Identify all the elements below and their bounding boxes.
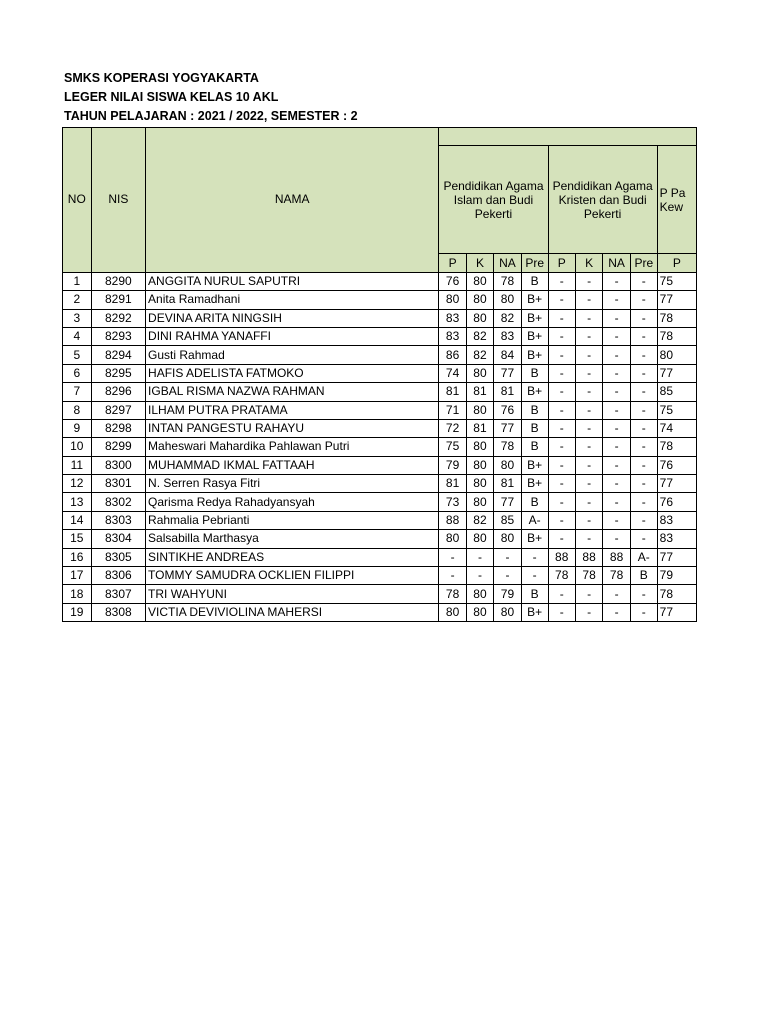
cell-grade: -	[575, 383, 602, 401]
cell-grade: -	[466, 548, 493, 566]
cell-grade: B+	[521, 383, 548, 401]
cell-grade: -	[630, 309, 657, 327]
table-row	[63, 548, 697, 566]
cell-grade: -	[494, 567, 522, 585]
cell-grade: 77	[494, 493, 522, 511]
cell-grade: 80	[439, 603, 466, 621]
cell-nis: 8300	[91, 456, 145, 474]
table-row	[63, 530, 697, 548]
cell-grade: B	[521, 364, 548, 382]
cell-grade: -	[521, 567, 548, 585]
cell-grade: -	[548, 419, 575, 437]
cell-no: 16	[63, 548, 92, 566]
table-row	[63, 603, 697, 621]
cell-grade: -	[630, 364, 657, 382]
cell-nama: SINTIKHE ANDREAS	[146, 548, 439, 566]
cell-grade: 80	[494, 456, 522, 474]
col-no: NO	[63, 128, 92, 273]
cell-nis: 8299	[91, 438, 145, 456]
cell-grade: -	[575, 364, 602, 382]
table-row	[63, 364, 697, 382]
sub-col-6: NA	[603, 254, 631, 272]
cell-grade: -	[630, 585, 657, 603]
cell-grade: 80	[494, 291, 522, 309]
cell-nama: Gusti Rahmad	[146, 346, 439, 364]
cell-grade: A-	[521, 511, 548, 529]
cell-grade: -	[575, 475, 602, 493]
cell-grade: 78	[439, 585, 466, 603]
table-row	[63, 327, 697, 345]
cell-nama: DINI RAHMA YANAFFI	[146, 327, 439, 345]
cell-grade: 80	[466, 272, 493, 290]
cell-grade: 88	[603, 548, 631, 566]
grade-table	[62, 127, 697, 622]
cell-nama: DEVINA ARITA NINGSIH	[146, 309, 439, 327]
cell-grade: 80	[466, 493, 493, 511]
cell-grade: -	[603, 272, 631, 290]
cell-grade: 84	[494, 346, 522, 364]
school-name: SMKS KOPERASI YOGYAKARTA	[64, 71, 259, 85]
col-nis: NIS	[91, 128, 145, 273]
sub-col-7: Pre	[630, 254, 657, 272]
cell-grade: -	[548, 401, 575, 419]
cell-grade: B	[521, 401, 548, 419]
cell-nama: Rahmalia Pebrianti	[146, 511, 439, 529]
cell-grade: -	[630, 419, 657, 437]
cell-grade: 77	[657, 603, 696, 621]
cell-nis: 8304	[91, 530, 145, 548]
cell-nama: TOMMY SAMUDRA OCKLIEN FILIPPI	[146, 567, 439, 585]
table-row	[63, 567, 697, 585]
cell-grade: -	[575, 309, 602, 327]
cell-grade: -	[603, 530, 631, 548]
cell-grade: B+	[521, 530, 548, 548]
cell-no: 19	[63, 603, 92, 621]
col-subject-partial: P Pa Kew	[657, 146, 696, 254]
cell-grade: -	[630, 383, 657, 401]
cell-no: 7	[63, 383, 92, 401]
cell-grade: 76	[494, 401, 522, 419]
cell-grade: 81	[439, 475, 466, 493]
cell-grade: -	[548, 291, 575, 309]
cell-grade: -	[603, 456, 631, 474]
cell-grade: 88	[548, 548, 575, 566]
cell-grade: 78	[603, 567, 631, 585]
cell-grade: 75	[657, 272, 696, 290]
cell-nama: TRI WAHYUNI	[146, 585, 439, 603]
cell-grade: B+	[521, 603, 548, 621]
table-row	[63, 456, 697, 474]
cell-grade: 82	[466, 511, 493, 529]
cell-grade: 81	[466, 383, 493, 401]
cell-grade: -	[630, 493, 657, 511]
cell-grade: -	[603, 511, 631, 529]
cell-no: 3	[63, 309, 92, 327]
cell-grade: 85	[657, 383, 696, 401]
cell-grade: 83	[657, 530, 696, 548]
cell-nis: 8290	[91, 272, 145, 290]
cell-grade: A-	[630, 548, 657, 566]
cell-grade: -	[548, 511, 575, 529]
cell-grade: 77	[494, 364, 522, 382]
cell-grade: 78	[657, 438, 696, 456]
cell-grade: 80	[466, 438, 493, 456]
cell-grade: -	[603, 585, 631, 603]
cell-grade: -	[439, 567, 466, 585]
cell-grade: -	[603, 309, 631, 327]
cell-no: 6	[63, 364, 92, 382]
cell-grade: -	[630, 401, 657, 419]
cell-grade: 81	[494, 383, 522, 401]
cell-grade: -	[603, 475, 631, 493]
cell-grade: -	[548, 327, 575, 345]
sub-col-8: P	[657, 254, 696, 272]
cell-grade: 80	[466, 364, 493, 382]
table-row	[63, 272, 697, 290]
cell-grade: -	[466, 567, 493, 585]
cell-grade: 80	[466, 291, 493, 309]
cell-grade: 80	[466, 603, 493, 621]
cell-nis: 8295	[91, 364, 145, 382]
cell-grade: -	[575, 585, 602, 603]
cell-grade: -	[521, 548, 548, 566]
cell-no: 17	[63, 567, 92, 585]
cell-grade: -	[548, 364, 575, 382]
cell-grade: 74	[439, 364, 466, 382]
cell-grade: 78	[494, 438, 522, 456]
cell-grade: -	[630, 272, 657, 290]
cell-grade: 80	[466, 401, 493, 419]
cell-nama: ILHAM PUTRA PRATAMA	[146, 401, 439, 419]
cell-grade: 88	[439, 511, 466, 529]
cell-nama: HAFIS ADELISTA FATMOKO	[146, 364, 439, 382]
cell-grade: -	[603, 401, 631, 419]
cell-grade: 83	[657, 511, 696, 529]
sub-col-4: P	[548, 254, 575, 272]
cell-grade: 72	[439, 419, 466, 437]
cell-grade: B+	[521, 327, 548, 345]
cell-grade: 80	[466, 309, 493, 327]
cell-grade: -	[548, 603, 575, 621]
cell-grade: -	[630, 346, 657, 364]
table-row	[63, 419, 697, 437]
cell-grade: B	[521, 585, 548, 603]
cell-grade: 85	[494, 511, 522, 529]
cell-grade: -	[603, 603, 631, 621]
cell-grade: -	[494, 548, 522, 566]
cell-grade: -	[439, 548, 466, 566]
cell-grade: 79	[657, 567, 696, 585]
cell-nama: Salsabilla Marthasya	[146, 530, 439, 548]
cell-no: 18	[63, 585, 92, 603]
table-row	[63, 291, 697, 309]
cell-nis: 8308	[91, 603, 145, 621]
cell-grade: 81	[439, 383, 466, 401]
cell-grade: 74	[657, 419, 696, 437]
cell-grade: 79	[494, 585, 522, 603]
cell-no: 12	[63, 475, 92, 493]
cell-nama: Anita Ramadhani	[146, 291, 439, 309]
cell-no: 8	[63, 401, 92, 419]
cell-grade: -	[548, 383, 575, 401]
cell-grade: 82	[466, 327, 493, 345]
cell-grade: -	[575, 603, 602, 621]
cell-grade: -	[603, 383, 631, 401]
cell-grade: -	[548, 585, 575, 603]
cell-grade: B	[521, 438, 548, 456]
document-title: LEGER NILAI SISWA KELAS 10 AKL	[64, 90, 279, 104]
cell-grade: 78	[575, 567, 602, 585]
cell-grade: -	[630, 291, 657, 309]
cell-grade: 83	[494, 327, 522, 345]
cell-grade: 82	[494, 309, 522, 327]
sub-col-5: K	[575, 254, 602, 272]
cell-nis: 8307	[91, 585, 145, 603]
table-row	[63, 309, 697, 327]
cell-grade: -	[548, 493, 575, 511]
cell-grade: -	[548, 309, 575, 327]
cell-nama: VICTIA DEVIVIOLINA MAHERSI	[146, 603, 439, 621]
cell-grade: 83	[439, 327, 466, 345]
cell-grade: -	[548, 530, 575, 548]
cell-nis: 8306	[91, 567, 145, 585]
cell-no: 13	[63, 493, 92, 511]
cell-grade: 80	[439, 291, 466, 309]
cell-grade: -	[548, 438, 575, 456]
cell-grade: -	[548, 346, 575, 364]
cell-nama: Maheswari Mahardika Pahlawan Putri	[146, 438, 439, 456]
cell-grade: -	[603, 438, 631, 456]
table-row	[63, 493, 697, 511]
cell-nama: N. Serren Rasya Fitri	[146, 475, 439, 493]
cell-no: 4	[63, 327, 92, 345]
cell-grade: -	[630, 511, 657, 529]
cell-nama: INTAN PANGESTU RAHAYU	[146, 419, 439, 437]
cell-nis: 8291	[91, 291, 145, 309]
cell-nis: 8292	[91, 309, 145, 327]
cell-grade: 76	[439, 272, 466, 290]
cell-nama: Qarisma Redya Rahadyansyah	[146, 493, 439, 511]
cell-nis: 8293	[91, 327, 145, 345]
col-subject-kristen: Pendidikan Agama Kristen dan Budi Pekerti	[548, 146, 657, 254]
table-row	[63, 401, 697, 419]
cell-grade: -	[603, 346, 631, 364]
cell-grade: -	[603, 419, 631, 437]
cell-grade: -	[603, 364, 631, 382]
cell-grade: 77	[494, 419, 522, 437]
cell-grade: -	[630, 530, 657, 548]
cell-grade: 80	[657, 346, 696, 364]
col-subject-islam: Pendidikan Agama Islam dan Budi Pekerti	[439, 146, 548, 254]
cell-grade: 81	[494, 475, 522, 493]
cell-grade: -	[630, 475, 657, 493]
cell-nama: IGBAL RISMA NAZWA RAHMAN	[146, 383, 439, 401]
cell-grade: -	[575, 291, 602, 309]
cell-nis: 8305	[91, 548, 145, 566]
cell-grade: 82	[466, 346, 493, 364]
cell-nis: 8298	[91, 419, 145, 437]
sub-col-3: Pre	[521, 254, 548, 272]
cell-grade: 78	[494, 272, 522, 290]
sub-col-0: P	[439, 254, 466, 272]
cell-grade: -	[575, 530, 602, 548]
cell-grade: -	[575, 511, 602, 529]
cell-no: 14	[63, 511, 92, 529]
cell-no: 1	[63, 272, 92, 290]
grade-ledger	[62, 127, 697, 627]
table-row	[63, 585, 697, 603]
cell-grade: 78	[657, 309, 696, 327]
cell-grade: -	[630, 327, 657, 345]
cell-grade: 76	[657, 456, 696, 474]
cell-grade: -	[575, 346, 602, 364]
cell-grade: -	[575, 272, 602, 290]
cell-grade: 88	[575, 548, 602, 566]
cell-grade: 80	[439, 530, 466, 548]
cell-no: 11	[63, 456, 92, 474]
cell-grade: -	[630, 456, 657, 474]
cell-grade: -	[603, 327, 631, 345]
cell-grade: 83	[439, 309, 466, 327]
cell-grade: 80	[494, 603, 522, 621]
cell-grade: 80	[466, 456, 493, 474]
cell-grade: B	[630, 567, 657, 585]
table-row	[63, 511, 697, 529]
sub-col-2: NA	[494, 254, 522, 272]
cell-grade: 73	[439, 493, 466, 511]
col-nama: NAMA	[146, 128, 439, 273]
cell-grade: 81	[466, 419, 493, 437]
cell-grade: 79	[439, 456, 466, 474]
cell-grade: B	[521, 272, 548, 290]
cell-grade: 80	[466, 530, 493, 548]
cell-grade: 78	[657, 327, 696, 345]
cell-grade: 77	[657, 291, 696, 309]
cell-grade: -	[630, 603, 657, 621]
cell-grade: B+	[521, 475, 548, 493]
cell-grade: 80	[494, 530, 522, 548]
cell-grade: 76	[657, 493, 696, 511]
cell-grade: 75	[439, 438, 466, 456]
cell-grade: 78	[657, 585, 696, 603]
cell-grade: B+	[521, 309, 548, 327]
cell-no: 10	[63, 438, 92, 456]
academic-year: TAHUN PELAJARAN : 2021 / 2022, SEMESTER : 2	[64, 109, 358, 123]
cell-grade: -	[548, 272, 575, 290]
cell-grade: B+	[521, 456, 548, 474]
sub-col-1: K	[466, 254, 493, 272]
cell-grade: -	[575, 327, 602, 345]
cell-grade: 80	[466, 585, 493, 603]
cell-nis: 8296	[91, 383, 145, 401]
cell-grade: 71	[439, 401, 466, 419]
cell-grade: -	[575, 493, 602, 511]
cell-grade: -	[603, 493, 631, 511]
cell-grade: 86	[439, 346, 466, 364]
cell-no: 2	[63, 291, 92, 309]
cell-no: 5	[63, 346, 92, 364]
cell-grade: -	[630, 438, 657, 456]
cell-grade: -	[603, 291, 631, 309]
cell-grade: -	[548, 456, 575, 474]
cell-no: 15	[63, 530, 92, 548]
cell-nis: 8297	[91, 401, 145, 419]
cell-grade: 77	[657, 548, 696, 566]
cell-grade: B	[521, 419, 548, 437]
cell-grade: -	[575, 438, 602, 456]
cell-grade: 78	[548, 567, 575, 585]
cell-grade: B+	[521, 346, 548, 364]
table-row	[63, 383, 697, 401]
cell-nis: 8303	[91, 511, 145, 529]
cell-grade: -	[548, 475, 575, 493]
cell-grade: 77	[657, 364, 696, 382]
cell-grade: -	[575, 401, 602, 419]
cell-grade: 77	[657, 475, 696, 493]
cell-nis: 8294	[91, 346, 145, 364]
cell-nis: 8301	[91, 475, 145, 493]
cell-grade: -	[575, 419, 602, 437]
table-row	[63, 346, 697, 364]
cell-grade: B	[521, 493, 548, 511]
cell-grade: B+	[521, 291, 548, 309]
subject-group-header	[439, 128, 697, 146]
table-row	[63, 475, 697, 493]
cell-grade: 75	[657, 401, 696, 419]
cell-grade: 80	[466, 475, 493, 493]
table-row	[63, 438, 697, 456]
cell-grade: -	[575, 456, 602, 474]
cell-no: 9	[63, 419, 92, 437]
cell-nama: MUHAMMAD IKMAL FATTAAH	[146, 456, 439, 474]
cell-nis: 8302	[91, 493, 145, 511]
cell-nama: ANGGITA NURUL SAPUTRI	[146, 272, 439, 290]
